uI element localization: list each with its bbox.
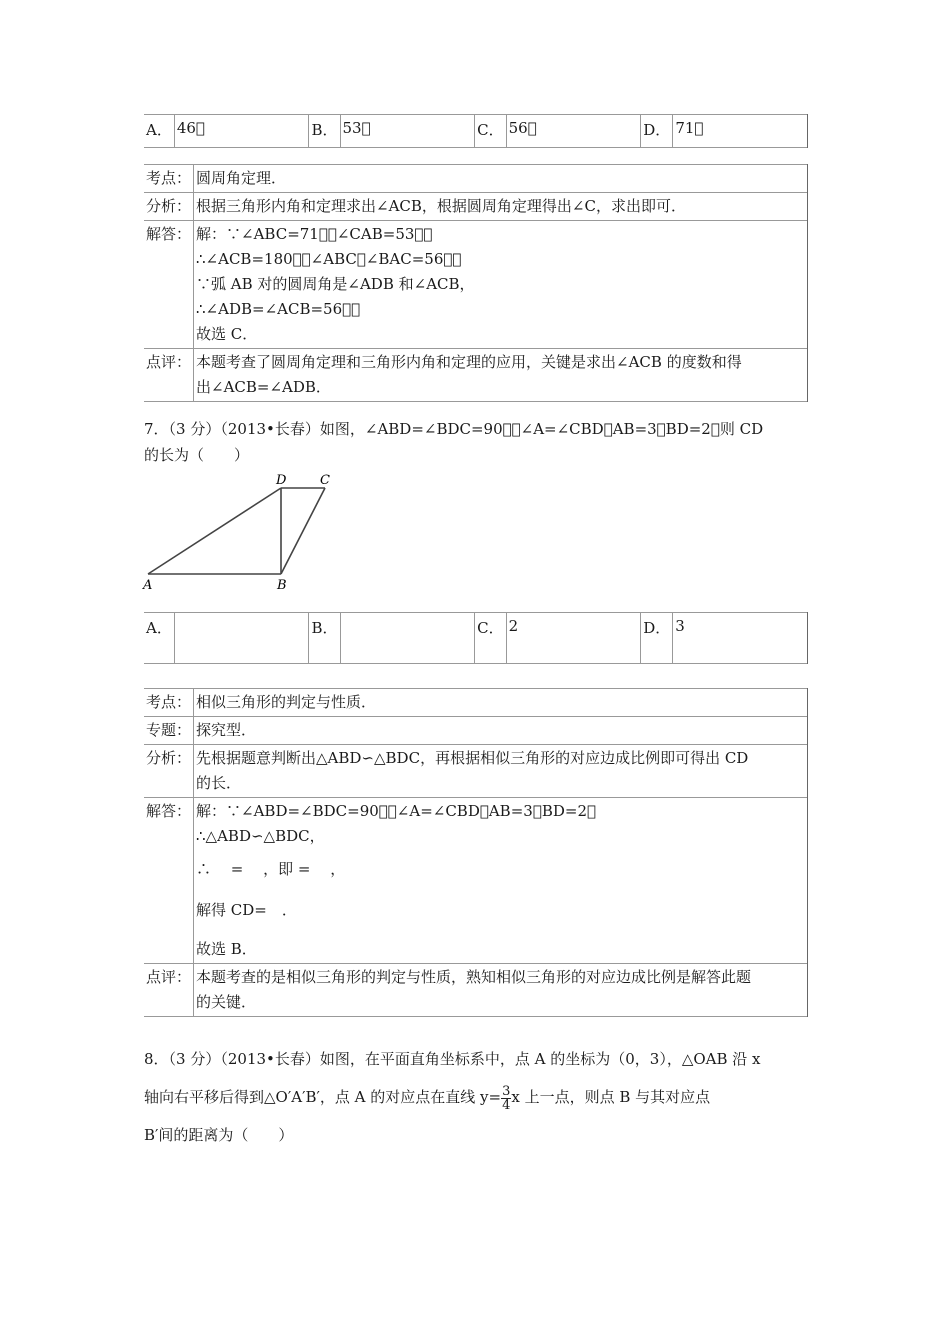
q6-dianping-content [194, 349, 808, 402]
q7-jieda-line: ∴△ABD∽△BDC， [196, 827, 325, 845]
q6-choice-d-value[interactable]: 71  [673, 115, 807, 148]
q7-jieda-line: 解：∵∠ABD=∠BDC=90 ，∠A=∠CBD，AB=3，BD=2， [196, 802, 596, 820]
q6-choice-a-label[interactable]: A． [146, 121, 172, 139]
q6-analysis-table [144, 164, 808, 402]
table-end-border [807, 115, 808, 148]
q6-jieda-line: 故选 C． [196, 325, 258, 343]
point-d-label: D [276, 473, 287, 488]
q7-fenxi-line: 先根据题意判断出△ABD∽△BDC，再根据相似三角形的对应边成比例即可得出 CD [196, 749, 749, 767]
q6-jieda-line: ∴∠ACB=180 ﹣∠ABC﹣∠BAC=56 ， [196, 250, 462, 268]
q7-jieda-header: 解答： [144, 798, 194, 964]
q7-zhuanti-header: 专题： [144, 717, 194, 745]
q6-fenxi-content: 根据三角形内角和定理求出∠ACB，根据圆周角定理得出∠C，求出即可． [194, 193, 808, 221]
q7-choice-d-label[interactable]: D． [641, 613, 673, 664]
q7-stem [144, 416, 808, 468]
q7-kaodian-header: 考点： [144, 689, 194, 717]
q7-choice-d-value[interactable]: 3 [673, 613, 807, 664]
q7-stem-line: 7．（3 分）（2013•长春）如图，∠ABD=∠BDC=90 ，∠A=∠CBD，AB=3，BD=2，则 CD [144, 420, 764, 438]
q7-dianping-content [194, 964, 808, 1017]
q8-stem-line-part: x 上一点，则点 B 与其对应点 [511, 1088, 711, 1106]
q8-fraction-denominator: 4 [502, 1097, 511, 1113]
q6-fenxi-header: 分析： [144, 193, 194, 221]
q6-jieda-line: 解：∵∠ABC=71 ，∠CAB=53 ， [196, 225, 433, 243]
q6-dianping-header: 点评： [144, 349, 194, 402]
q7-choice-c-value[interactable]: 2 [506, 613, 641, 664]
q7-jieda-line: ∴ = ，即 = ， [196, 860, 346, 878]
q6-dianping-line: 本题考查了圆周角定理和三角形内角和定理的应用，关键是求出∠ACB 的度数和得 [196, 353, 742, 371]
q8-stem-line: 8．（3 分）（2013•长春）如图，在平面直角坐标系中，点 A 的坐标为（0，3），△OAB 沿 x [144, 1050, 761, 1068]
q6-choice-d-label[interactable]: D． [641, 115, 673, 148]
q8-stem [144, 1040, 808, 1154]
q7-jieda-line: 解得 CD= ． [196, 901, 297, 919]
segment-ad [148, 488, 281, 574]
q6-choice-b-label[interactable]: B． [309, 115, 340, 148]
q7-choice-a-value[interactable] [174, 613, 309, 664]
q7-fenxi-line: 的长． [196, 774, 242, 792]
q6-choice-c-label[interactable]: C． [475, 115, 506, 148]
q7-choice-a-label[interactable]: A． [146, 619, 172, 637]
q7-choice-c-label[interactable]: C． [475, 613, 506, 664]
q7-fenxi-content [194, 745, 808, 798]
q8-stem-line: B′间的距离为（ ） [144, 1126, 294, 1144]
q7-choice-table [144, 612, 808, 664]
q6-jieda-header: 解答： [144, 221, 194, 349]
q6-jieda-content [194, 221, 808, 349]
q7-jieda-line: 故选 B． [196, 940, 257, 958]
q7-analysis-table [144, 688, 808, 1017]
q7-dianping-line: 的关键． [196, 993, 257, 1011]
q7-jieda-content [194, 798, 808, 964]
table-end-border [807, 613, 808, 664]
q6-choice-b-value[interactable]: 53  [340, 115, 475, 148]
q7-choice-b-value[interactable] [340, 613, 475, 664]
q8-stem-line-part: 轴向右平移后得到△O′A′B′，点 A 的对应点在直线 y= [144, 1088, 502, 1106]
q7-zhuanti-content: 探究型． [194, 717, 808, 745]
q7-dianping-header: 点评： [144, 964, 194, 1017]
q6-choice-c-value[interactable]: 56  [506, 115, 641, 148]
q6-dianping-line: 出∠ACB=∠ADB． [196, 378, 331, 396]
q7-kaodian-content: 相似三角形的判定与性质． [194, 689, 808, 717]
q7-choice-b-label[interactable]: B． [309, 613, 340, 664]
point-a-label: A [143, 578, 153, 593]
point-c-label: C [320, 473, 330, 488]
q7-stem-line: 的长为（ ） [144, 446, 250, 464]
q6-kaodian-content: 圆周角定理． [194, 165, 808, 193]
q6-kaodian-header: 考点： [144, 165, 194, 193]
q6-jieda-line: ∴∠ADB=∠ACB=56 ， [196, 300, 361, 318]
q6-jieda-line: ∵弧 AB 对的圆周角是∠ADB 和∠ACB， [196, 275, 475, 293]
q6-choice-a-value[interactable]: 46  [174, 115, 309, 148]
q6-choice-table [144, 114, 808, 148]
q7-fenxi-header: 分析： [144, 745, 194, 798]
q8-stem-line [144, 1078, 808, 1116]
q8-fraction-numerator: 3 [502, 1083, 511, 1099]
point-b-label: B [277, 578, 287, 593]
q7-dianping-line: 本题考查的是相似三角形的判定与性质，熟知相似三角形的对应边成比例是解答此题 [196, 968, 752, 986]
q8-fraction [501, 1085, 511, 1112]
segment-bc [281, 488, 325, 574]
q7-geometry-figure [140, 470, 340, 595]
